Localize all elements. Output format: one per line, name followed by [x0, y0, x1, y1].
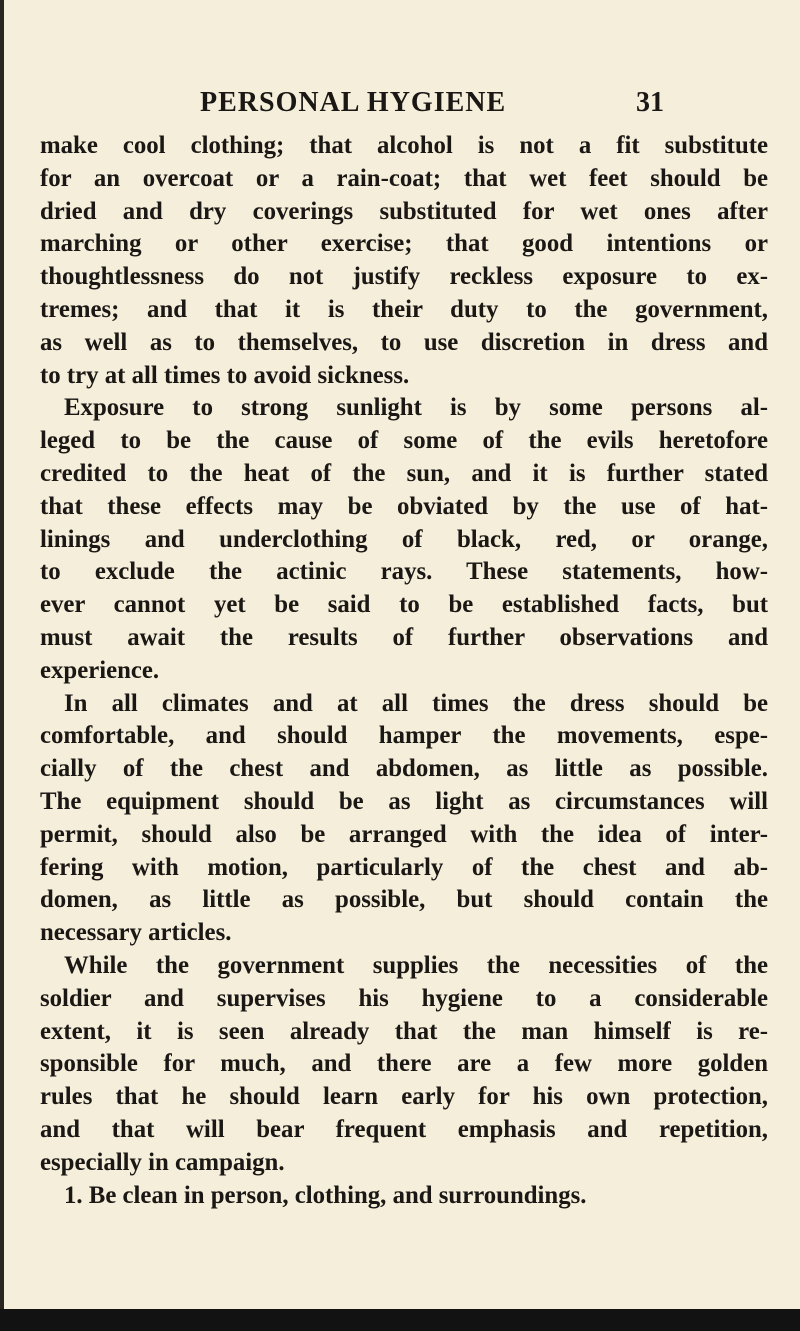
page-bottom-edge [0, 1309, 800, 1331]
text-line: In all climates and at all times the dress should be [64, 689, 768, 717]
text-line: While the government supplies the necessities of the [64, 951, 768, 979]
text-line: soldier and supervises his hygiene to a considerable [40, 984, 768, 1012]
text-line: fering with motion, particularly of the chest and ab- [40, 853, 768, 881]
text-line: to exclude the actinic rays. These statements, how- [40, 558, 768, 586]
text-line: experience. [40, 656, 160, 684]
page-header [200, 86, 664, 120]
text-line: as well as to themselves, to use discretion in dress and [40, 328, 768, 356]
text-line: thoughtlessness do not justify reckless exposure to ex- [40, 263, 768, 291]
text-line: 1. Be clean in person, clothing, and surroundings. [64, 1181, 587, 1209]
text-line: comfortable, and should hamper the movements, espe- [40, 722, 768, 750]
text-line: to try at all times to avoid sickness. [40, 361, 410, 389]
text-line: must await the results of further observations and [40, 623, 768, 651]
text-line: linings and underclothing of black, red, or orange, [40, 525, 768, 553]
text-line: marching or other exercise; that good intentions or [40, 230, 768, 258]
text-line: necessary articles. [40, 919, 232, 947]
text-line: credited to the heat of the sun, and it is further stated [40, 459, 768, 487]
text-line: for an overcoat or a rain-coat; that wet feet should be [40, 164, 768, 192]
text-line: make cool clothing; that alcohol is not a fit substitute [40, 132, 768, 159]
text-line: Exposure to strong sunlight is by some persons al- [64, 394, 768, 422]
running-head: PERSONAL HYGIENE [200, 87, 507, 118]
text-line: permit, should also be arranged with the idea of inter- [40, 820, 768, 848]
body-text [40, 130, 768, 1212]
text-line: tremes; and that it is their duty to the government, [40, 295, 768, 323]
text-line: and that will bear frequent emphasis and repetition, [40, 1115, 768, 1143]
text-line: sponsible for much, and there are a few more golden [40, 1050, 768, 1078]
text-line: extent, it is seen already that the man himself is re- [40, 1017, 768, 1045]
text-line: that these effects may be obviated by the use of hat- [40, 492, 768, 520]
page-edge [0, 0, 4, 1331]
text-line: dried and dry coverings substituted for wet ones after [40, 197, 768, 225]
text-line: rules that he should learn early for his own protection, [40, 1083, 768, 1111]
text-line: cially of the chest and abdomen, as little as possible. [40, 755, 768, 783]
text-line: The equipment should be as light as circumstances will [40, 787, 768, 815]
text-line: especially in campaign. [40, 1148, 285, 1176]
page-number: 31 [636, 87, 664, 118]
text-line: domen, as little as possible, but should contain the [40, 886, 768, 914]
text-line: ever cannot yet be said to be established facts, but [40, 591, 768, 619]
text-line: leged to be the cause of some of the evils heretofore [40, 427, 768, 455]
